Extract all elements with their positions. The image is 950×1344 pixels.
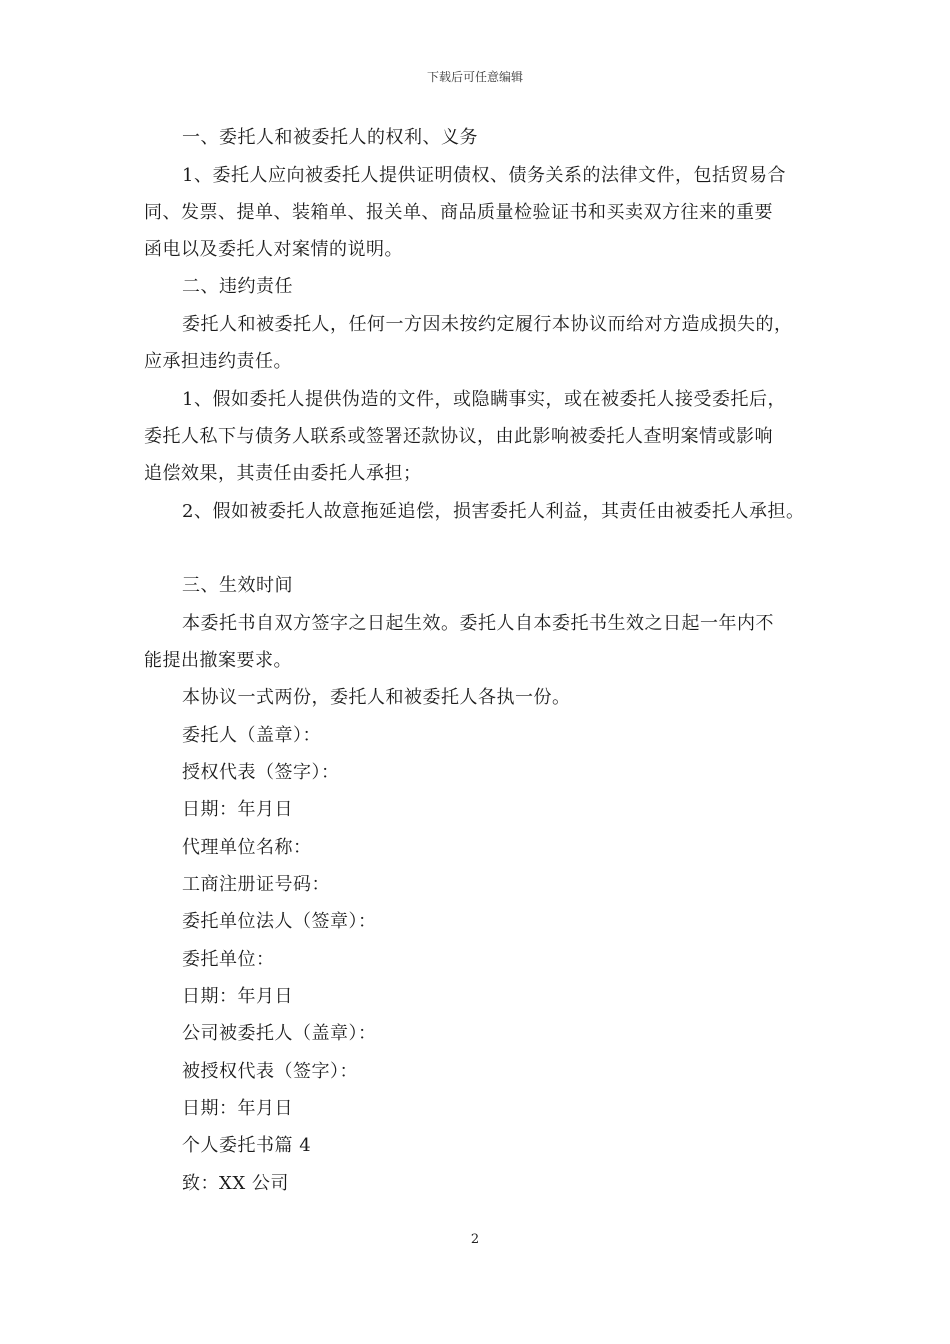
paragraph-line: 1、假如委托人提供伪造的文件，或隐瞒事实，或在被委托人接受委托后，	[182, 389, 786, 410]
registration-number-field: 工商注册证号码：	[182, 874, 330, 895]
paragraph-line: 本协议一式两份，委托人和被委托人各执一份。	[182, 687, 571, 708]
paragraph-line: 函电以及委托人对案情的说明。	[144, 239, 403, 260]
paragraph-line: 1、委托人应向被委托人提供证明债权、债务关系的法律文件，包括贸易合	[182, 165, 786, 186]
principal-unit-field: 委托单位：	[182, 949, 275, 970]
signature-field-authorized-rep: 授权代表（签字）：	[182, 762, 340, 783]
page-header-note: 下载后可任意编辑	[426, 70, 523, 84]
paragraph-line: 能提出撤案要求。	[144, 650, 292, 671]
section-heading-liability: 二、违约责任	[182, 276, 293, 297]
legal-rep-signature-field: 委托单位法人（签章）：	[182, 911, 377, 932]
paragraph-line: 同、发票、提单、装箱单、报关单、商品质量检验证书和买卖双方往来的重要	[144, 202, 773, 223]
signature-field-principal: 委托人（盖章）：	[182, 725, 321, 746]
paragraph-line: 追偿效果，其责任由委托人承担；	[144, 463, 422, 484]
agent-seal-field: 公司被委托人（盖章）：	[182, 1023, 377, 1044]
page-number: 2	[470, 1232, 480, 1247]
agent-name-field: 代理单位名称：	[182, 837, 312, 858]
paragraph-line: 委托人和被委托人，任何一方因未按约定履行本协议而给对方造成损失的，	[182, 314, 793, 335]
paragraph-line: 委托人私下与债务人联系或签署还款协议，由此影响被委托人查明案情或影响	[144, 426, 773, 447]
section-heading-effective: 三、生效时间	[182, 575, 293, 596]
date-field: 日期：年月日	[182, 986, 293, 1007]
paragraph-line: 应承担违约责任。	[144, 351, 292, 372]
authorized-rep-signature-field: 被授权代表（签字）：	[182, 1061, 358, 1082]
section-title-part4: 个人委托书篇 4	[182, 1135, 312, 1156]
section-heading-rights: 一、委托人和被委托人的权利、义务	[182, 127, 478, 148]
addressee-line: 致：XX 公司	[182, 1173, 289, 1194]
paragraph-line: 本委托书自双方签字之日起生效。委托人自本委托书生效之日起一年内不	[182, 613, 774, 634]
date-field: 日期：年月日	[182, 1098, 293, 1119]
date-field: 日期：年月日	[182, 799, 293, 820]
paragraph-line: 2、假如被委托人故意拖延追偿，损害委托人利益，其责任由被委托人承担。	[182, 501, 805, 522]
